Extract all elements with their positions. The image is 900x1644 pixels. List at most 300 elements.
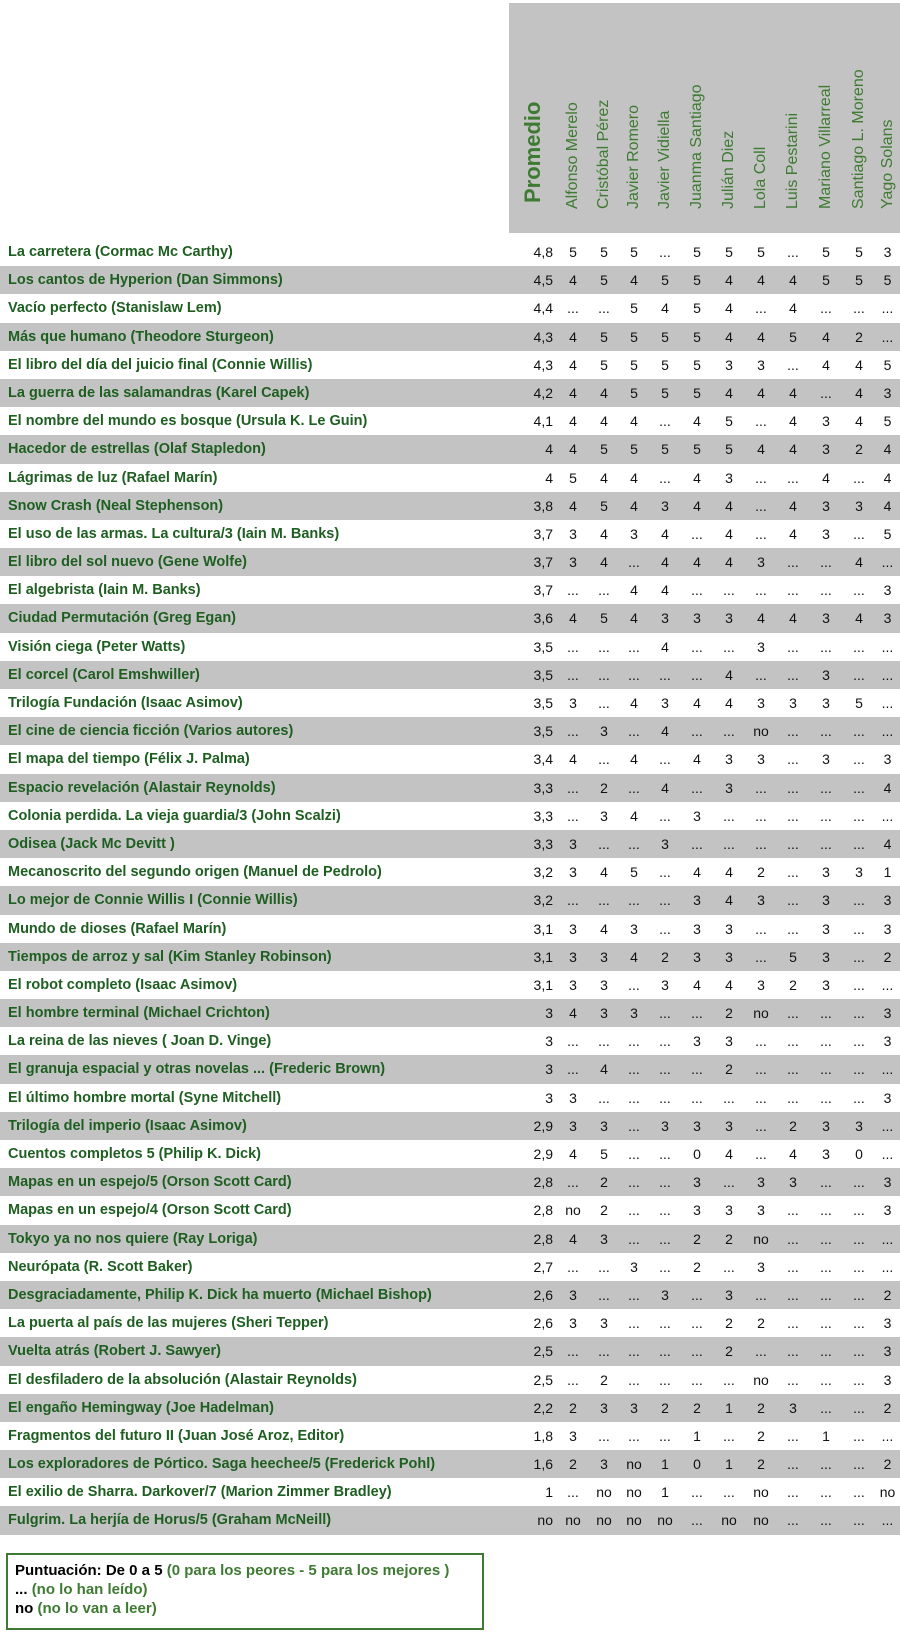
score-cell: ... [567,1484,579,1501]
score-cell: ... [853,1258,865,1275]
score-cell: 1 [725,1399,733,1416]
score-cell: 4 [600,1061,608,1078]
score-cell: 5 [883,413,892,430]
score-cell: ... [755,1343,767,1360]
column-header-label: Javier Romero [625,104,642,209]
score-cell: 3 [822,666,830,683]
book-title: La puerta al país de las mujeres (Sheri Tepper) [8,1315,329,1332]
score-cell: 4 [725,864,733,881]
table-row [0,1309,900,1337]
score-cell: ... [659,1258,671,1275]
score-cell: 4 [855,554,863,571]
book-title: Trilogía del imperio (Isaac Asimov) [8,1117,247,1134]
score-cell: ... [755,1117,767,1134]
score-cell: no [565,1512,581,1529]
score-cell: 2 [600,1202,608,1219]
score-cell: ... [691,1005,703,1022]
average-cell: 2,9 [533,1117,553,1134]
score-cell: 5 [569,469,577,486]
score-cell: 1 [693,1427,701,1444]
score-cell: ... [628,1315,640,1332]
column-header-santiago-l-moreno [843,3,875,233]
score-cell: ... [628,1061,640,1078]
score-cell: 5 [757,244,765,260]
book-title: El engaño Hemingway (Joe Hadelman) [8,1399,274,1416]
score-cell: ... [628,1427,640,1444]
book-title: Fragmentos del futuro II (Juan José Aroz, Editor) [8,1427,345,1444]
score-cell: 3 [883,920,892,937]
score-cell: no [753,723,769,740]
score-cell: ... [628,892,640,909]
score-cell: 4 [725,976,733,993]
score-cell: 3 [569,1089,577,1106]
score-cell: ... [787,554,799,571]
score-cell: 4 [569,1146,577,1162]
score-cell: ... [598,1033,610,1050]
average-cell: 4 [545,441,553,458]
column-header-label: Lola Coll [752,146,769,209]
score-cell: 4 [822,328,830,345]
score-cell: ... [787,1484,799,1501]
score-cell: ... [598,1343,610,1360]
score-cell: ... [820,1258,832,1275]
average-cell: 1 [545,1484,553,1501]
score-cell: 3 [822,441,830,458]
score-cell: 3 [725,1202,733,1219]
score-cell: ... [659,1089,671,1106]
score-cell: ... [691,1061,703,1078]
score-cell: 2 [855,441,863,458]
score-cell: 5 [630,441,638,458]
score-cell: ... [628,638,640,655]
score-cell: 2 [693,1230,701,1247]
score-cell: ... [787,723,799,740]
table-row [0,1394,900,1422]
score-cell: 5 [600,610,608,627]
score-cell: 3 [757,751,765,768]
score-cell: ... [598,1286,610,1303]
score-cell: 4 [569,328,577,345]
score-cell: 3 [822,525,830,542]
table-row [0,745,900,773]
score-cell: ... [881,666,894,683]
book-title: Vacío perfecto (Stanislaw Lem) [8,300,222,317]
score-cell: 4 [569,610,577,627]
score-cell: ... [787,1005,799,1022]
score-cell: ... [853,1286,865,1303]
score-cell: ... [755,582,767,599]
score-cell: ... [567,1371,579,1388]
score-cell: 4 [600,554,608,571]
score-cell: ... [881,723,894,740]
score-cell: ... [787,469,799,486]
score-cell: 4 [693,469,701,486]
score-cell: 5 [630,244,638,260]
average-cell: 2,9 [533,1146,553,1162]
score-cell: 3 [693,892,701,909]
score-cell: 4 [855,413,863,430]
average-cell: 3,7 [533,582,553,599]
legend-wont-read-note: (no lo van a leer) [37,1600,157,1617]
book-title: Visión ciega (Peter Watts) [8,638,186,655]
score-cell: ... [787,666,799,683]
average-cell: 3 [545,1089,553,1106]
average-cell: 4,4 [533,300,553,317]
average-cell: 3,1 [533,920,553,937]
score-cell: ... [691,1315,703,1332]
score-cell: ... [628,779,640,796]
average-cell: 3,4 [533,751,553,768]
score-cell: ... [853,1089,865,1106]
score-cell: 3 [883,1033,892,1050]
score-cell: 3 [822,751,830,768]
score-cell: 5 [822,272,830,289]
score-cell: ... [723,1427,735,1444]
score-cell: ... [787,244,799,260]
score-cell: ... [787,920,799,937]
average-cell: 4,5 [533,272,553,289]
table-row [0,1281,900,1309]
score-cell: 5 [600,497,608,514]
table-row [0,999,900,1027]
score-cell: 4 [789,441,797,458]
column-header-label: Cristóbal Pérez [595,99,612,209]
score-cell: 1 [883,864,892,881]
score-cell: ... [820,723,832,740]
score-cell: 2 [757,1315,765,1332]
score-cell: ... [628,554,640,571]
score-cell: 3 [822,892,830,909]
table-row [0,915,900,943]
score-cell: ... [755,807,767,824]
score-cell: ... [820,1061,832,1078]
score-cell: 3 [725,469,733,486]
score-cell: 4 [661,525,669,542]
score-cell: 4 [600,920,608,937]
score-cell: 3 [757,554,765,571]
score-cell: 3 [757,695,765,711]
score-cell: 4 [693,864,701,881]
column-header-julian-diez [713,3,745,233]
column-header-yago-solans [875,3,900,233]
average-cell: 4,3 [533,356,553,373]
table-row [0,1478,900,1506]
score-cell: 4 [725,272,733,289]
score-cell: ... [755,413,767,430]
score-cell: 3 [725,920,733,937]
score-cell: ... [820,807,832,824]
score-cell: 4 [883,497,892,514]
book-title: La reina de las nieves ( Joan D. Vinge) [8,1033,272,1050]
score-cell: ... [853,948,865,965]
average-cell: 2,8 [533,1230,553,1247]
book-title: El nombre del mundo es bosque (Ursula K. Le Guin) [8,413,368,430]
score-cell: ... [787,892,799,909]
score-cell: 3 [822,948,830,965]
score-cell: 5 [822,244,830,260]
score-cell: 5 [789,948,797,965]
score-cell: 4 [855,610,863,627]
score-cell: ... [881,554,894,571]
score-cell: ... [853,723,865,740]
score-cell: 3 [883,1315,892,1332]
score-cell: 3 [789,1399,797,1416]
table-row [0,294,900,322]
table-row [0,943,900,971]
column-header-label: Juanma Santiago [688,84,705,209]
score-cell: 3 [600,1117,608,1134]
score-cell: ... [598,666,610,683]
score-cell: ... [755,525,767,542]
score-cell: 5 [569,244,577,260]
score-cell: 4 [789,272,797,289]
score-cell: ... [659,1146,671,1162]
score-cell: 1 [661,1456,669,1473]
average-cell: 3,2 [533,864,553,881]
table-row [0,351,900,379]
table-row [0,830,900,858]
score-cell: 4 [725,695,733,711]
legend-unread-mark: ... [15,1581,28,1598]
score-cell: ... [881,638,894,655]
score-cell: ... [787,1089,799,1106]
score-cell: ... [820,384,832,401]
score-cell: ... [820,300,832,317]
score-cell: 4 [693,976,701,993]
score-cell: 4 [693,695,701,711]
score-cell: 4 [630,413,638,430]
score-cell: ... [723,835,735,852]
score-cell: ... [755,1033,767,1050]
book-title: La guerra de las salamandras (Karel Capek) [8,384,310,401]
book-title: El robot completo (Isaac Asimov) [8,976,238,993]
score-cell: 3 [569,864,577,881]
score-cell: 4 [757,441,765,458]
book-title: El algebrista (Iain M. Banks) [8,582,201,599]
score-cell: 5 [693,328,701,345]
score-cell: 4 [693,554,701,571]
score-cell: 0 [855,1146,863,1162]
score-cell: ... [853,525,865,542]
average-cell: 2,6 [533,1286,553,1303]
legend-scale-label: Puntuación: De 0 a 5 [15,1562,163,1579]
book-title: Tiempos de arroz y sal (Kim Stanley Robinson) [8,948,332,965]
score-cell: ... [659,413,671,430]
table-row [0,238,900,266]
score-cell: 5 [661,272,669,289]
score-cell: ... [723,638,735,655]
book-title: Mundo de dioses (Rafael Marín) [8,920,227,937]
score-cell: 4 [630,469,638,486]
book-title: Lágrimas de luz (Rafael Marín) [8,469,218,486]
score-cell: 3 [822,610,830,627]
score-cell: ... [659,1230,671,1247]
score-cell: ... [853,1343,865,1360]
score-cell: 3 [600,1005,608,1022]
score-cell: no [879,1484,896,1501]
score-cell: 3 [569,1315,577,1332]
book-title: Cuentos completos 5 (Philip K. Dick) [8,1146,261,1162]
score-cell: 4 [883,441,892,458]
score-cell: 3 [725,356,733,373]
score-cell: 5 [630,328,638,345]
score-cell: ... [820,1230,832,1247]
score-cell: ... [787,1230,799,1247]
average-cell: 3,1 [533,976,553,993]
score-cell: ... [628,976,640,993]
score-cell: 4 [725,328,733,345]
score-cell: 3 [600,948,608,965]
score-cell: ... [723,1371,735,1388]
score-cell: 3 [883,1371,892,1388]
score-cell: ... [787,356,799,373]
score-cell: 5 [661,356,669,373]
score-cell: 4 [789,525,797,542]
score-cell: 3 [661,610,669,627]
score-cell: 4 [725,497,733,514]
score-cell: 4 [569,384,577,401]
score-cell: 4 [757,272,765,289]
score-cell: no [753,1230,769,1247]
table-row [0,407,900,435]
score-cell: 3 [630,1005,638,1022]
score-cell: 4 [693,497,701,514]
table-row [0,1196,900,1224]
score-cell: 0 [693,1456,701,1473]
score-cell: 4 [757,610,765,627]
score-cell: 3 [600,1399,608,1416]
score-cell: ... [853,807,865,824]
score-cell: no [721,1512,737,1529]
score-cell: ... [853,835,865,852]
average-cell: 3,6 [533,610,553,627]
score-cell: ... [820,1174,832,1191]
score-cell: 3 [757,1174,765,1191]
score-cell: ... [787,1456,799,1473]
legend-line-scale [15,1561,482,1580]
table-row [0,1450,900,1478]
score-cell: 3 [569,835,577,852]
score-cell: 3 [855,864,863,881]
score-cell: 4 [822,356,830,373]
score-cell: ... [787,638,799,655]
score-cell: 5 [693,244,701,260]
table-row [0,1084,900,1112]
score-cell: 5 [600,441,608,458]
average-cell: 2,6 [533,1315,553,1332]
score-cell: 2 [569,1399,577,1416]
score-cell: 3 [661,976,669,993]
score-cell: ... [820,1202,832,1219]
score-cell: 3 [789,695,797,711]
score-cell: 3 [855,1117,863,1134]
table-row [0,576,900,604]
table-row [0,520,900,548]
score-cell: ... [853,1315,865,1332]
average-cell: 3 [545,1061,553,1078]
legend-scale-note: (0 para los peores - 5 para los mejores ) [166,1562,450,1579]
score-cell: 1 [661,1484,669,1501]
score-cell: ... [691,666,703,683]
score-cell: 5 [725,244,733,260]
score-cell: 4 [883,469,892,486]
score-cell: 3 [725,751,733,768]
score-cell: 4 [630,948,638,965]
score-cell: 3 [822,920,830,937]
score-cell: ... [659,244,671,260]
score-cell: ... [691,723,703,740]
score-cell: ... [659,469,671,486]
score-cell: ... [628,1371,640,1388]
score-cell: ... [787,1061,799,1078]
score-cell: ... [881,1146,894,1162]
book-title: La carretera (Cormac Mc Carthy) [8,244,233,260]
score-cell: 3 [822,695,830,711]
score-cell: 2 [883,1456,892,1473]
score-cell: 3 [725,779,733,796]
score-cell: ... [567,300,579,317]
score-cell: 3 [693,1174,701,1191]
score-cell: 4 [661,300,669,317]
score-cell: 3 [693,948,701,965]
score-cell: ... [659,1371,671,1388]
book-title: Los cantos de Hyperion (Dan Simmons) [8,272,283,289]
score-cell: ... [567,1343,579,1360]
score-cell: ... [628,1089,640,1106]
score-cell: 3 [822,1117,830,1134]
book-title: Odisea (Jack Mc Devitt ) [8,835,175,852]
score-cell: ... [853,1230,865,1247]
score-cell: 0 [693,1146,701,1162]
score-cell: ... [691,525,703,542]
table-row [0,1506,900,1534]
score-cell: 4 [630,272,638,289]
score-cell: 4 [725,554,733,571]
score-cell: 5 [693,384,701,401]
score-cell: 5 [600,272,608,289]
score-cell: 2 [789,976,797,993]
score-cell: ... [853,666,865,683]
score-cell: 4 [883,779,892,796]
score-cell: ... [567,807,579,824]
score-cell: ... [881,807,894,824]
score-cell: 3 [600,1456,608,1473]
score-cell: 5 [883,356,892,373]
score-cell: ... [755,835,767,852]
score-cell: 3 [822,497,830,514]
legend-box [6,1553,484,1630]
legend-wont-read-mark: no [15,1600,34,1617]
average-cell: 2,7 [533,1258,553,1275]
score-cell: ... [820,554,832,571]
score-cell: 3 [569,920,577,937]
score-cell: 2 [855,328,863,345]
score-cell: 3 [600,976,608,993]
average-cell: 3 [545,1033,553,1050]
score-cell: 3 [630,525,638,542]
score-cell: 2 [600,779,608,796]
score-cell: ... [853,1061,865,1078]
score-cell: ... [659,1174,671,1191]
average-cell: 3,3 [533,779,553,796]
score-cell: ... [567,1061,579,1078]
average-cell: 3,3 [533,807,553,824]
score-cell: no [626,1456,642,1473]
score-cell: 5 [630,300,638,317]
column-header-label: Javier Vidiella [656,110,673,209]
score-cell: ... [853,1371,865,1388]
table-row [0,971,900,999]
